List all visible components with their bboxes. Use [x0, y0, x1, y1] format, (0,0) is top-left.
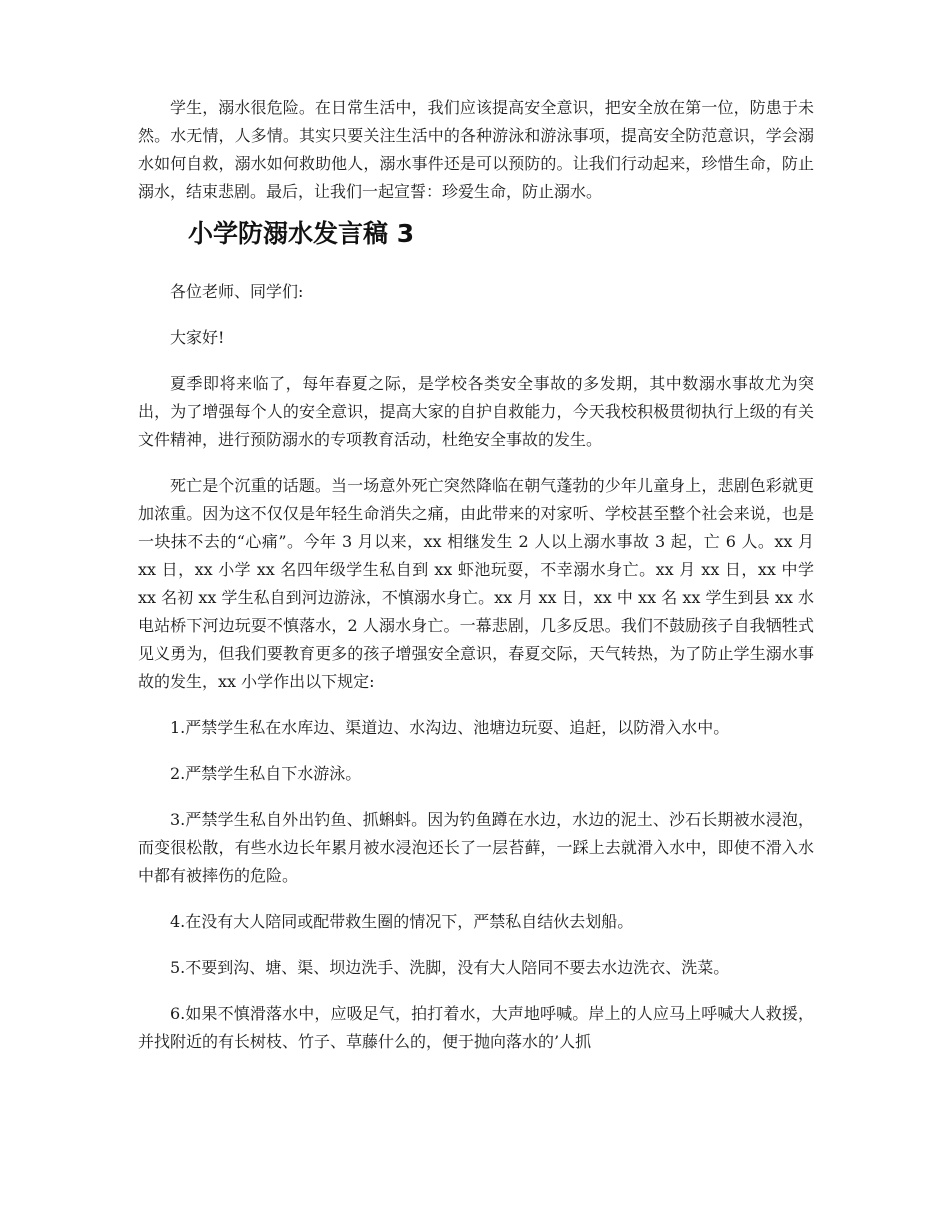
rule-item-5: 5.不要到沟、塘、渠、坝边洗手、洗脚，没有大人陪同不要去水边洗衣、洗菜。	[170, 958, 730, 977]
rule-item-4: 4.在没有大人陪同或配带救生圈的情况下，严禁私自结伙去划船。	[170, 912, 634, 931]
rule-item-3: 3.严禁学生私自外出钓鱼、抓蝌蚪。因为钓鱼蹲在水边，水边的泥土、沙石长期被水浸泡，而变很松散，有些水边长年累月被水浸泡还长了一层苔藓，一踩上去就滑入水中，即使不滑入水中都有被摔伤的危险。	[138, 810, 814, 885]
document-body	[138, 94, 814, 1056]
greeting-line-1: 各位老师、同学们:	[170, 282, 304, 301]
rule-item-6: 6.如果不慎滑落水中，应吸足气，拍打着水，大声地呼喊。岸上的人应马上呼喊大人救援，并找附近的有长树枝、竹子、草藤什么的，便于抛向落水的’人抓	[138, 1004, 814, 1051]
intro-paragraph: 学生，溺水很危险。在日常生活中，我们应该提高安全意识，把安全放在第一位，防患于未然。水无情，人多情。其实只要关注生活中的各种游泳和游泳事项，提高安全防范意识，学会溺水如何自救，溺水如何救助他人，溺水事件还是可以预防的。让我们行动起来，珍惜生命，防止溺水，结束悲剧。最后，让我们一起宣誓：珍爱生命，防止溺水。	[138, 98, 814, 201]
body-paragraph-1: 夏季即将来临了，每年春夏之际，是学校各类安全事故的多发期，其中数溺水事故尤为突出，为了增强每个人的安全意识，提高大家的自护自救能力，今天我校积极贯彻执行上级的有关文件精神，进行预防溺水的专项教育活动，杜绝安全事故的发生。	[138, 374, 814, 449]
section-heading: 小学防溺水发言稿 3	[188, 219, 415, 248]
greeting-line-2: 大家好!	[170, 328, 225, 347]
body-paragraph-2: 死亡是个沉重的话题。当一场意外死亡突然降临在朝气蓬勃的少年儿童身上，悲剧色彩就更加浓重。因为这不仅仅是年轻生命消失之痛，由此带来的对家听、学校甚至整个社会来说，也是一块抹不去的“心痛”。今年 3 月以来，xx 相继发生 2 人以上溺水事故 3 起，亡 6 人。xx 月 xx 日，xx 小学 xx 名四年级学生私自到 xx 虾池玩耍，不幸溺水身亡。xx 月 xx 日，xx 中学 xx 名初 xx 学生私自到河边游泳，不慎溺水身亡。xx 月 xx 日，xx 中 xx 名 xx 学生到县 xx 水电站桥下河边玩耍不慎落水，2 人溺水身亡。一幕悲剧，几多反思。我们不鼓励孩子自我牺牲式见义勇为，但我们要教育更多的孩子增强安全意识，春夏交际，天气转热，为了防止学生溺水事故的发生，xx 小学作出以下规定:	[138, 476, 814, 691]
rule-item-1: 1.严禁学生私在水库边、渠道边、水沟边、池塘边玩耍、追赶，以防滑入水中。	[170, 718, 730, 737]
rule-item-2: 2.严禁学生私自下水游泳。	[170, 764, 362, 783]
